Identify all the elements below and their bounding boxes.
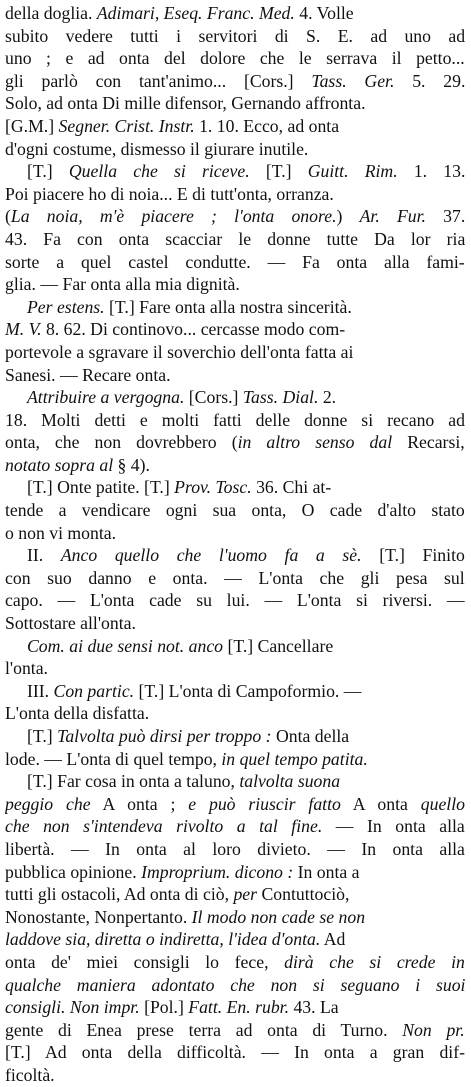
text-line: l'onta. (5, 658, 48, 679)
text-line: glia. — Far onta alla mia dignità. (5, 274, 240, 295)
text-line: tende a vendicare ogni sua onta, O cade d'alto stato (5, 500, 465, 521)
text-line: Sanesi. — Recare onta. (5, 364, 171, 385)
text-line: capo. — L'onta cade su lui. — L'onta si riversi. — (5, 590, 465, 611)
text-line: Attribuire a vergogna. [Cors.] Tass. Dial. 2. (27, 387, 337, 408)
text-line: ficoltà. (5, 1064, 55, 1085)
text-line: (La noia, m'è piacere ; l'onta onore.) Ar. Fur. 37. (5, 206, 465, 227)
text-line: sorte a quel castel condutte. — Fa onta alla fami- (5, 251, 465, 272)
text-line: Solo, ad onta Di mille difensor, Gernando affronta. (5, 93, 366, 114)
text-line: libertà. — In onta al loro divieto. — In onta alla (5, 838, 465, 859)
text-line: o non vi monta. (5, 522, 117, 543)
text-line: lode. — L'onta di quel tempo, in quel tempo patita. (5, 748, 368, 769)
text-line: tutti gli ostacoli, Ad onta di ciò, per Contuttociò, (5, 884, 350, 905)
text-line: 43. Fa con onta scacciar le donne tutte Da lor ria (5, 228, 465, 249)
text-line: onta, che non dovrebbero (in altro senso dal Recarsi, (5, 432, 465, 453)
text-line: L'onta della disfatta. (5, 703, 150, 724)
text-line: peggio che A onta ; e può riuscir fatto A onta quello (5, 793, 465, 814)
text-line: III. Con partic. [T.] L'onta di Campoformio. — (27, 680, 362, 701)
text-line: che non s'intendeva rivolto a tal fine. — In onta alla (5, 816, 465, 837)
text-line: notato sopra al § 4). (5, 454, 150, 475)
text-line: Com. ai due sensi not. anco [T.] Cancellare (27, 635, 334, 656)
text-line: uno ; e ad onta del dolore che le serrava il petto... (5, 48, 465, 69)
text-line: [T.] Talvolta può dirsi per troppo : Onta della (27, 726, 350, 746)
text-line: con suo danno e onta. — L'onta che gli pesa sul (5, 567, 465, 588)
text-line: gente di Enea prese terra ad onta di Turno. Non pr. (5, 1019, 465, 1040)
text-line: Nonostante, Nonpertanto. Il modo non cade se non (5, 906, 366, 927)
text-line: Per estens. [T.] Fare onta alla nostra sincerità. (27, 296, 352, 317)
text-line: subito vedere tutti i servitori di S. E. ad uno ad (5, 25, 465, 46)
text-line: d'ogni costume, dismesso il giurare inutile. (5, 138, 309, 159)
text-line: della doglia. Adimari, Eseq. Franc. Med. 4. Volle (5, 3, 354, 23)
text-line: [T.] Quella che si riceve. [T.] Guitt. Rim. 1. 13. (27, 161, 465, 182)
text-line: onta de' miei consigli lo fece, dirà che si crede in (5, 951, 465, 972)
text-line: Poi piacere ho di noia... E di tutt'onta, orranza. (5, 183, 334, 204)
text-line: [T.] Onte patite. [T.] Prov. Tosc. 36. Chi at- (27, 477, 332, 498)
text-line: Sottostare all'onta. (5, 613, 136, 634)
text-line: II. Anco quello che l'uomo fa a sè. [T.] Finito (27, 545, 465, 566)
text-line: pubblica opinione. Improprium. dicono : In onta a (5, 861, 360, 882)
text-line: M. V. 8. 62. Di continovo... cercasse modo com- (5, 319, 346, 340)
text-line: consigli. Non impr. [Pol.] Fatt. En. rubr. 43. La (5, 997, 339, 1018)
text-line: [T.] Ad onta della difficoltà. — In onta a gran dif- (5, 1042, 465, 1063)
text-line: 18. Molti detti e molti fatti delle donne si recano ad (5, 409, 465, 430)
entry-text-body (5, 2, 465, 1087)
text-line: laddove sia, diretta o indiretta, l'idea d'onta. Ad (5, 929, 346, 950)
text-line: gli parlò con tant'animo... [Cors.] Tass. Ger. 5. 29. (5, 70, 465, 91)
text-line: portevole a sgravare il soverchio dell'onta fatta ai (5, 341, 354, 362)
text-line: qualche maniera adontato che non si seguano i suoi (5, 974, 465, 995)
text-line: [G.M.] Segner. Crist. Instr. 1. 10. Ecco, ad onta (5, 115, 340, 136)
text-line: [T.] Far cosa in onta a taluno, talvolta suona (27, 771, 341, 792)
